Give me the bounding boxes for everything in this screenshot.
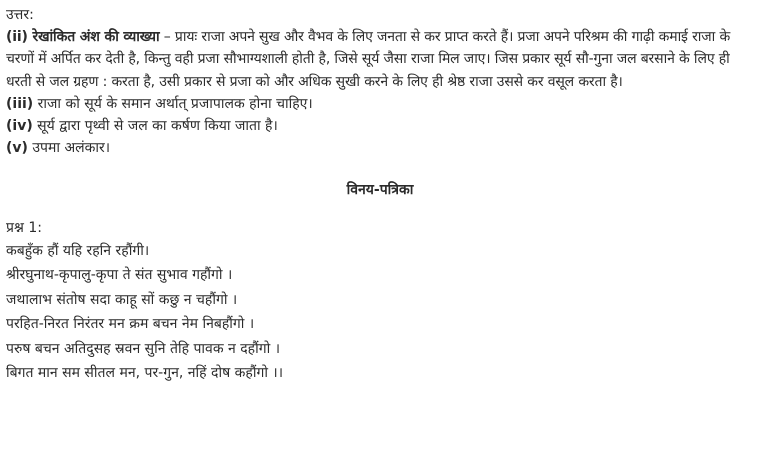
section-title: विनय-पत्रिका: [346, 181, 414, 198]
explanation-paragraph: [6, 26, 754, 93]
document-body: [6, 4, 754, 385]
point-text: उपमा अलंकार।: [27, 139, 111, 156]
poem-line: परुष बचन अतिदुसह स्रवन सुनि तेहि पावक न दहौंगो ।: [6, 340, 281, 357]
question-label: प्रश्न 1:: [6, 219, 42, 236]
poem-line: श्रीरघुनाथ-कृपालु-कृपा ते संत सुभाव गहौंगो ।: [6, 267, 233, 284]
point-number: (iii): [6, 95, 34, 112]
point-text: सूर्य द्वारा पृथ्वी से जल का कर्षण किया जाता है।: [32, 117, 278, 134]
point-number: (iv): [6, 117, 33, 134]
point-text: राजा को सूर्य के समान अर्थात् प्रजापालक होना चाहिए।: [33, 95, 313, 112]
point-iv: [6, 115, 754, 137]
point-v: [6, 137, 754, 159]
answer-label: उत्तर:: [6, 7, 34, 23]
point-number: (v): [6, 139, 28, 156]
poem-line: कबहुँक हौं यहि रहनि रहौंगी।: [6, 242, 150, 259]
spacer: [6, 159, 754, 179]
poem-line: बिगत मान सम सीतल मन, पर-गुन, नहिं दोष कहौंगो ।।: [6, 364, 284, 381]
poem: [6, 239, 754, 385]
explanation-label: (ii) रेखांकित अंश की व्याख्या: [6, 29, 160, 45]
spacer: [6, 201, 754, 217]
explanation-text: – प्रायः राजा अपने सुख और वैभव के लिए जनता से कर प्राप्त करते हैं। प्रजा अपने परिश्रम की गाढ़ी कमाई राजा के चरणों में अर्पित कर देती है, किन्तु वही प्रजा सौभाग्यशाली होती है, जिसे सूर्य जैसा राजा मिल जाए। जिस प्रकार सूर्य सौ-गुना जल बरसाने के लिए ही धरती से जल ग्रहण : करता है, उसी प्रकार से प्रजा को और अधिक सुखी करने के लिए ही श्रेष्ठ राजा उससे कर वसूल करता है।: [6, 29, 731, 90]
poem-line: परहित-निरत निरंतर मन क्रम बचन नेम निबहौंगो ।: [6, 316, 255, 333]
point-iii: [6, 93, 754, 115]
poem-line: जथालाभ संतोष सदा काहू सों कछु न चहौंगो ।: [6, 291, 238, 308]
